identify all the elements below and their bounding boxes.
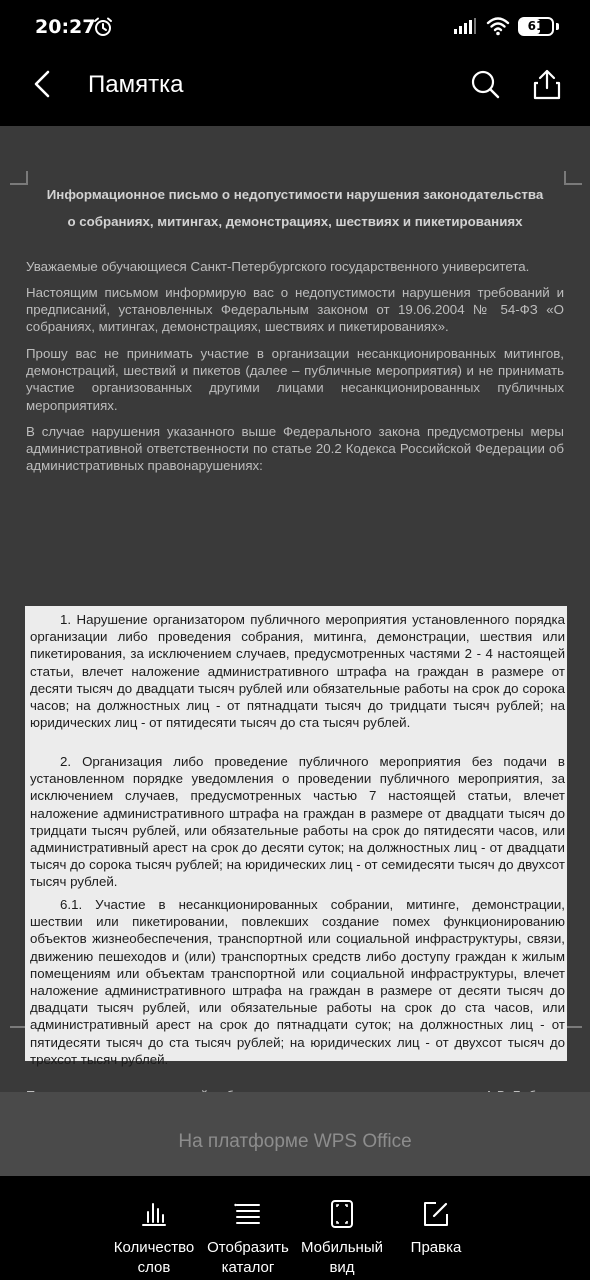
document-paragraph: Прошу вас не принимать участие в организации несанкционированных митингов, демонстраций, шествий и пикетов (далее – публичные мероприятия) и не принимать участие организованных другими лицами несанкционированных публичных мероприятиях.: [26, 346, 564, 413]
back-arrow-icon[interactable]: [28, 69, 58, 99]
show-catalog-label: Отобразить каталог: [207, 1239, 289, 1276]
status-time: 20:27: [35, 16, 96, 38]
document-title-line-2: о собраниях, митингах, демонстрациях, шествиях и пикетированиях: [67, 214, 523, 229]
alarm-icon: [93, 17, 113, 37]
search-icon[interactable]: [470, 69, 500, 99]
bar-chart-icon: [140, 1200, 168, 1228]
wifi-icon: [486, 16, 510, 36]
battery-icon: [518, 17, 554, 36]
battery-level: 61: [527, 19, 545, 33]
app-bar: [0, 55, 590, 126]
edit-button[interactable]: [400, 1176, 472, 1280]
battery-tip: [556, 23, 559, 30]
law-article-6-1: 6.1. Участие в несанкционированных собрании, митинге, демонстрации, шествии или пикетировании, повлекших создание помех функционированию объектов жизнеобеспечения, транспортной или социальной инфраструктуры, связи, движению пешеходов и (или) транспортных средств либо доступу граждан к жилым помещениям или объектам транспортной или социальной инфраструктуры, влечет наложение административного штрафа на граждан в размере от десяти тысяч до двадцати тысяч рублей, или обязательные работы на срок до ста часов, или административный арест на срок до пятнадцати суток; на должностных лиц - от пятидесяти тысяч до ста тысяч рублей; на юридических лиц - от двухсот тысяч до трехсот тысяч рублей.: [30, 897, 565, 1067]
signal-icon: [454, 18, 476, 34]
platform-banner: На платформе WPS Office: [0, 1092, 590, 1176]
status-bar: [0, 0, 590, 55]
document-greeting: Уважаемые обучающиеся Санкт-Петербургского государственного университета.: [26, 259, 530, 274]
list-icon: [234, 1200, 262, 1228]
share-icon[interactable]: [532, 68, 562, 100]
edit-icon: [422, 1200, 450, 1228]
show-catalog-button[interactable]: [200, 1176, 296, 1280]
mobile-view-button[interactable]: [292, 1176, 392, 1280]
mobile-view-icon: [328, 1200, 356, 1228]
mobile-view-label: Мобильный вид: [301, 1239, 383, 1276]
page-corner-mark: [564, 171, 582, 185]
word-count-button[interactable]: [104, 1176, 204, 1280]
law-article-2: 2. Организация либо проведение публичного мероприятия без подачи в установленном порядке уведомления о проведении публичного мероприятия, за исключением случаев, предусмотренных частью 7 настоящей статьи, влечет наложение административного штрафа на граждан в размере от двадцати тысяч до тридцати тысяч рублей, или обязательные работы на срок до пятидесяти часов, или административный арест на срок до десяти суток; на должностных лиц - от двадцати тысяч до сорока тысяч рублей; на юридических лиц - от семидесяти тысяч до двухсот тысяч рублей.: [30, 754, 565, 890]
edit-label: Правка: [410, 1239, 462, 1256]
page-title: Памятка: [88, 71, 184, 98]
word-count-label: Количество слов: [113, 1239, 195, 1276]
page-corner-mark: [10, 171, 28, 185]
document-paragraph: В случае нарушения указанного выше Федерального закона предусмотрены меры административной ответственности по статье 20.2 Кодекса Российской Федерации об административных правонарушениях:: [26, 424, 564, 474]
document-paragraph: Настоящим письмом информирую вас о недопустимости нарушения требований и предписаний, установленных Федеральным законом от 19.06.2004 № 54-ФЗ «О собраниях, митингах, демонстрациях, шествиях и пикетированиях».: [26, 285, 564, 335]
document-title-line-1: Информационное письмо о недопустимости нарушения законодательства: [46, 187, 544, 202]
bottom-toolbar: [0, 1176, 590, 1280]
document-viewer[interactable]: [0, 126, 590, 1092]
law-article-1: 1. Нарушение организатором публичного мероприятия установленного порядка организации либо проведения собрания, митинга, демонстрации, шествия или пикетирования, за исключением случаев, предусмотренных частями 2 - 4 настоящей статьи, влечет наложение административного штрафа на граждан в размере от десяти тысяч до двадцати тысяч рублей или обязательные работы на срок до сорока часов; на должностных лиц - от пятнадцати тысяч до тридцати тысяч рублей; на юридических лиц - от пятидесяти тысяч до ста тысяч рублей.: [30, 612, 565, 731]
